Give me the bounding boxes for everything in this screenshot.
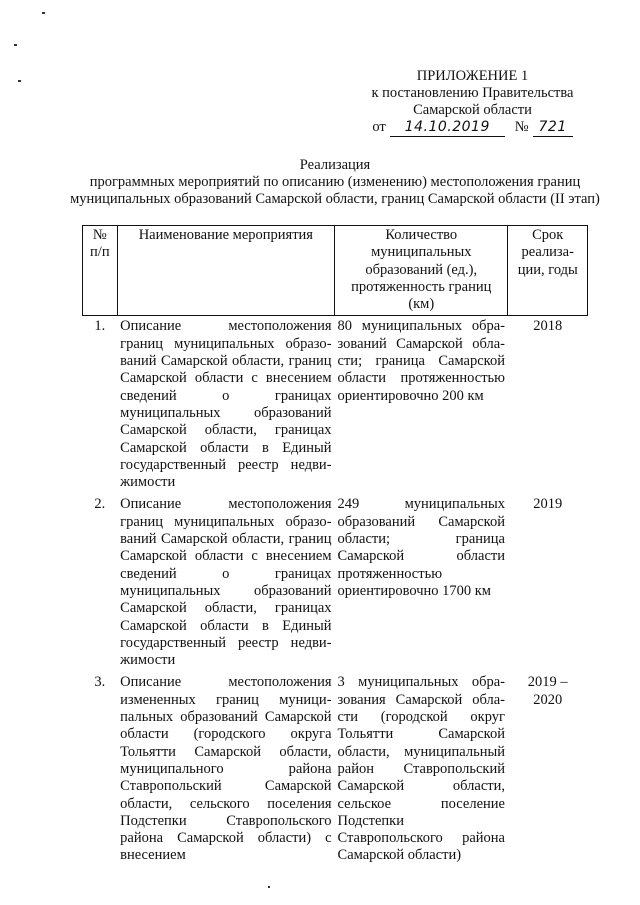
scan-speck — [42, 12, 45, 14]
appendix-line-1: к постановлению Правительства — [371, 85, 574, 101]
row-number: 3. — [94, 674, 106, 691]
heading-subtitle: программных мероприятий по описанию (изменению) местоположения границ муниципальных образований Самарской области, границ Самарской области (II этап) — [70, 174, 600, 207]
activity-quantity: 80 муниципальных образований Самарской области; граница Самарской области протяженностью ориентировочно 200 км — [337, 318, 505, 404]
row-number: 2. — [94, 496, 106, 513]
table-row — [83, 672, 588, 867]
document-heading — [60, 157, 610, 208]
appendix-line-2: Самарской области — [413, 102, 532, 118]
table-row — [83, 316, 588, 494]
appendix-block — [340, 68, 605, 137]
activity-name: Описание местоположения границ муниципальных образований Самарской области, границ Самарской области с внесением сведений о границах муниципальных образований Самарской области, границах Самарской области в Единый государственный реестр недвижимости — [120, 496, 332, 669]
scan-speck — [268, 886, 270, 888]
table-header-row — [83, 226, 588, 316]
activities-table — [82, 225, 588, 868]
decree-number: 721 — [533, 119, 573, 137]
appendix-title: ПРИЛОЖЕНИЕ 1 — [416, 68, 529, 84]
column-header-quantity: Количество муниципальных образований (ед.), протяженность границ (км) — [335, 226, 508, 316]
heading-title: Реализация — [299, 157, 371, 173]
activity-term: 2019 — [533, 496, 563, 513]
activity-quantity: 3 муниципальных образования Самарской области (городской округ Тольятти Самарской области, муниципальный район Ставропольский Самарской области, сельское поселение Подстепки Ставропольского района Самарской области) — [337, 674, 505, 864]
decree-date: 14.10.2019 — [390, 119, 505, 137]
activity-term: 2019 – 2020 — [527, 674, 568, 708]
table-row — [83, 494, 588, 672]
activity-name: Описание местоположения границ муниципальных образований Самарской области, границ Самарской области с внесением сведений о границах муниципальных образований Самарской области, границах Самарской области в Единый государственный реестр недвижимости — [120, 318, 332, 491]
column-header-term: Срок реализации, годы — [508, 226, 588, 316]
scan-speck — [14, 44, 17, 46]
column-header-number: № п/п — [83, 226, 118, 316]
scan-speck — [18, 80, 21, 82]
activity-name: Описание местоположения измененных границ муниципальных образований Самарской области (городского округа Тольятти Самарской области, муниципального района Ставропольский Самарской области, сельского поселения Подстепки Ставропольского района Самарской области) с внесением — [120, 674, 332, 864]
row-number: 1. — [94, 318, 106, 335]
decree-signature-line — [340, 119, 605, 137]
number-label: № — [514, 119, 529, 135]
column-header-name: Наименование мероприятия — [117, 226, 334, 316]
activity-quantity: 249 муниципальных образований Самарской области; граница Самарской области протяженностью ориентировочно 1700 км — [337, 496, 505, 599]
activity-term: 2018 — [533, 318, 563, 335]
from-label: от — [372, 119, 386, 135]
